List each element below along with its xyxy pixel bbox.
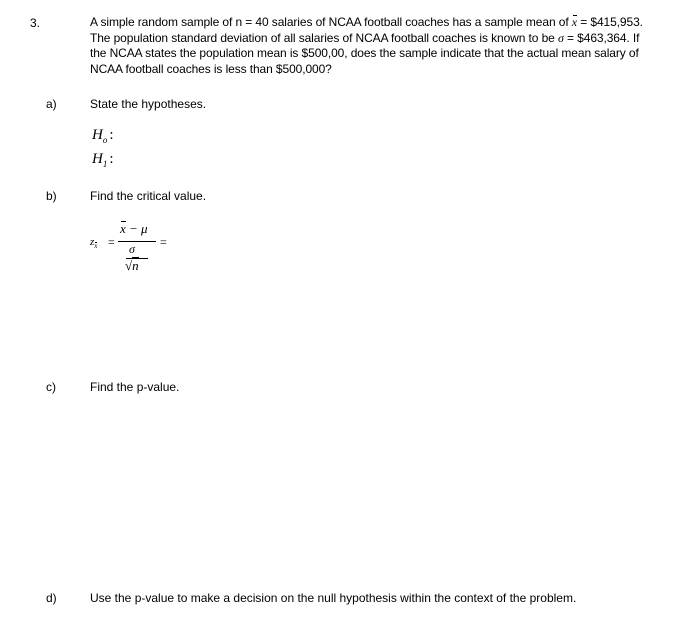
null-hypothesis: $H_o$ : [92, 127, 114, 145]
formula-sigma: σ [129, 242, 135, 256]
question-line-1: A simple random sample of n = 40 salaries of NCAA football coaches has a sample mean of x = $415,953. [90, 15, 643, 29]
z-symbol: $z_x$ [90, 236, 98, 251]
formula-numerator: x − μ [120, 221, 148, 236]
question-line-4: NCAA football coaches is less than $500,000? [90, 61, 332, 76]
part-d-prompt: Use the p-value to make a decision on the null hypothesis within the context of the problem. [90, 591, 577, 605]
question-line-3: the NCAA states the population mean is $500,00, does the sample indicate that the actual mean salary of [90, 46, 639, 60]
part-a-prompt: State the hypotheses. [90, 97, 207, 111]
alternative-hypothesis: $H_1$ : [92, 151, 114, 169]
part-c-label: c) [46, 380, 56, 394]
part-b-label: b) [46, 189, 57, 203]
fraction-bar [118, 241, 156, 242]
part-a-label: a) [46, 97, 57, 111]
z-score-formula: $z_x$ = x − μ σ √n = [90, 221, 167, 273]
sample-mean-symbol: x [571, 15, 578, 29]
question-text [90, 15, 690, 77]
part-b-prompt: Find the critical value. [90, 189, 207, 203]
question-number: 3. [30, 16, 41, 30]
sigma-symbol: σ [557, 30, 564, 45]
question-line-2: The population standard deviation of all salaries of NCAA football coaches is known to be σ = $463,364. If [90, 30, 640, 45]
part-d-label: d) [46, 591, 57, 605]
part-c-prompt: Find the p-value. [90, 380, 180, 394]
formula-sqrt-n: √n [125, 258, 139, 273]
